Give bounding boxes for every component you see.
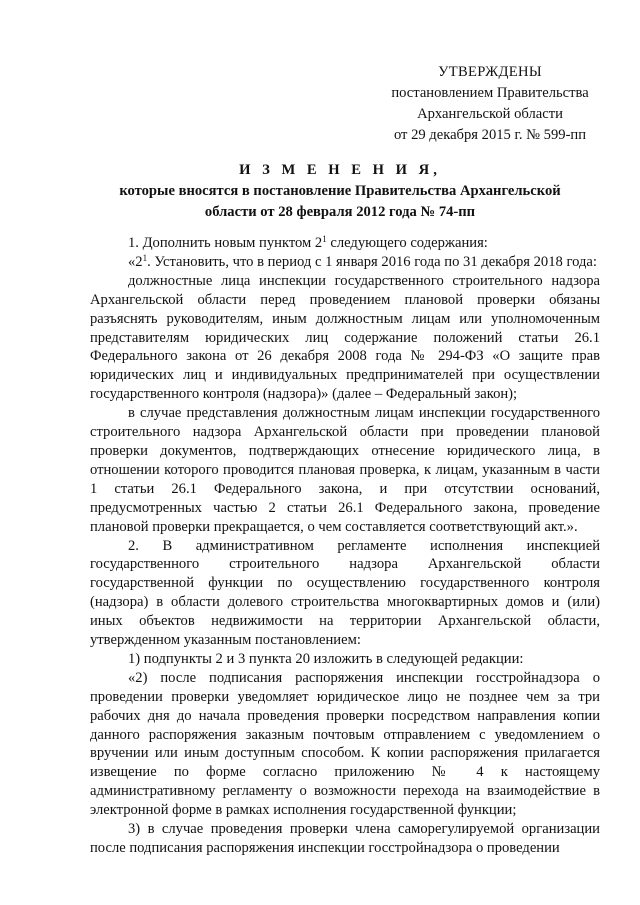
paragraph-2-text-a: «2	[128, 253, 143, 270]
approval-line-2: постановлением Правительства	[391, 85, 589, 101]
document-title	[80, 160, 600, 223]
document-body	[90, 234, 600, 858]
paragraph-1-text-b: следующего содержания:	[326, 235, 488, 251]
paragraph-3: должностные лица инспекции государственного строительного надзора Архангельской области перед проведением плановой проверки обязаны разъяснять руководителям, иным должностным лицам или уполномоченным представителям юридических лиц содержание положений статьи 26.1 Федерального закона от 26 декабря 2008 года № 294-ФЗ «О защите прав юридических лиц и индивидуальных предпринимателей при осуществлении государственного контроля (надзора)» (далее – Федеральный закон);	[90, 272, 600, 403]
paragraph-1-superscript: 1	[322, 234, 327, 244]
paragraph-6: 1) подпункты 2 и 3 пункта 20 изложить в следующей редакции:	[128, 650, 524, 667]
title-line-2: которые вносятся в постановление Правительства Архангельской	[119, 183, 561, 199]
paragraph-2	[90, 253, 600, 272]
approval-heading: УТВЕРЖДЕНЫ	[438, 64, 542, 80]
paragraph-8: 3) в случае проведения проверки члена саморегулируемой организации после подписания распоряжения инспекции госстройнадзора о проведении	[90, 821, 600, 856]
approval-line-4: от 29 декабря 2015 г. № 599-пп	[393, 127, 587, 143]
paragraph-2-text-b: . Установить, что в период с 1 января 2016 года по 31 декабря 2018 года:	[147, 253, 597, 270]
paragraph-5: 2. В административном регламенте исполнения инспекцией государственного строительного надзора Архангельской области государственной функции по осуществлению государственного контроля (надзора) в области долевого строительства многоквартирных домов и (или) иных объектов недвижимости на территории Архангельской области, утвержденном указанным постановлением:	[90, 537, 600, 649]
approval-stamp-block	[370, 62, 610, 146]
paragraph-1	[90, 234, 600, 253]
paragraph-4: в случае представления должностным лицам инспекции государственного строительного надзора Архангельской области при проведении плановой проверки документов, подтверждающих отнесение юридического лица, в отношении которого проводится плановая проверка, к лицам, указанным в части 1 статьи 26.1 Федерального закона, и при отсутствии оснований, предусмотренных частью 2 статьи 26.1 Федерального закона, проведение плановой проверки прекращается, о чем составляется соответствующий акт.».	[90, 405, 600, 535]
approval-line-3: Архангельской области	[417, 106, 563, 122]
paragraph-7: «2) после подписания распоряжения инспекции госстройнадзора о проведении проверки уведомляет юридическое лицо не позднее чем за три рабочих дня до начала проведения проверки посредством направления копии данного распоряжения заказным почтовым отправлением с уведомлением о вручении или иным доступным способом. К копии распоряжения прилагается извещение по форме согласно приложению № 4 к настоящему административному регламенту о возможности перехода на взаимодействие в электронной форме в рамках исполнения государственной функции;	[90, 669, 600, 819]
title-line-3: области от 28 февраля 2012 года № 74-пп	[204, 204, 476, 220]
title-line-1: И З М Е Н Е Н И Я,	[239, 162, 441, 178]
paragraph-1-text-a: 1. Дополнить новым пунктом 2	[128, 235, 323, 251]
paragraph-2-superscript: 1	[142, 252, 148, 263]
